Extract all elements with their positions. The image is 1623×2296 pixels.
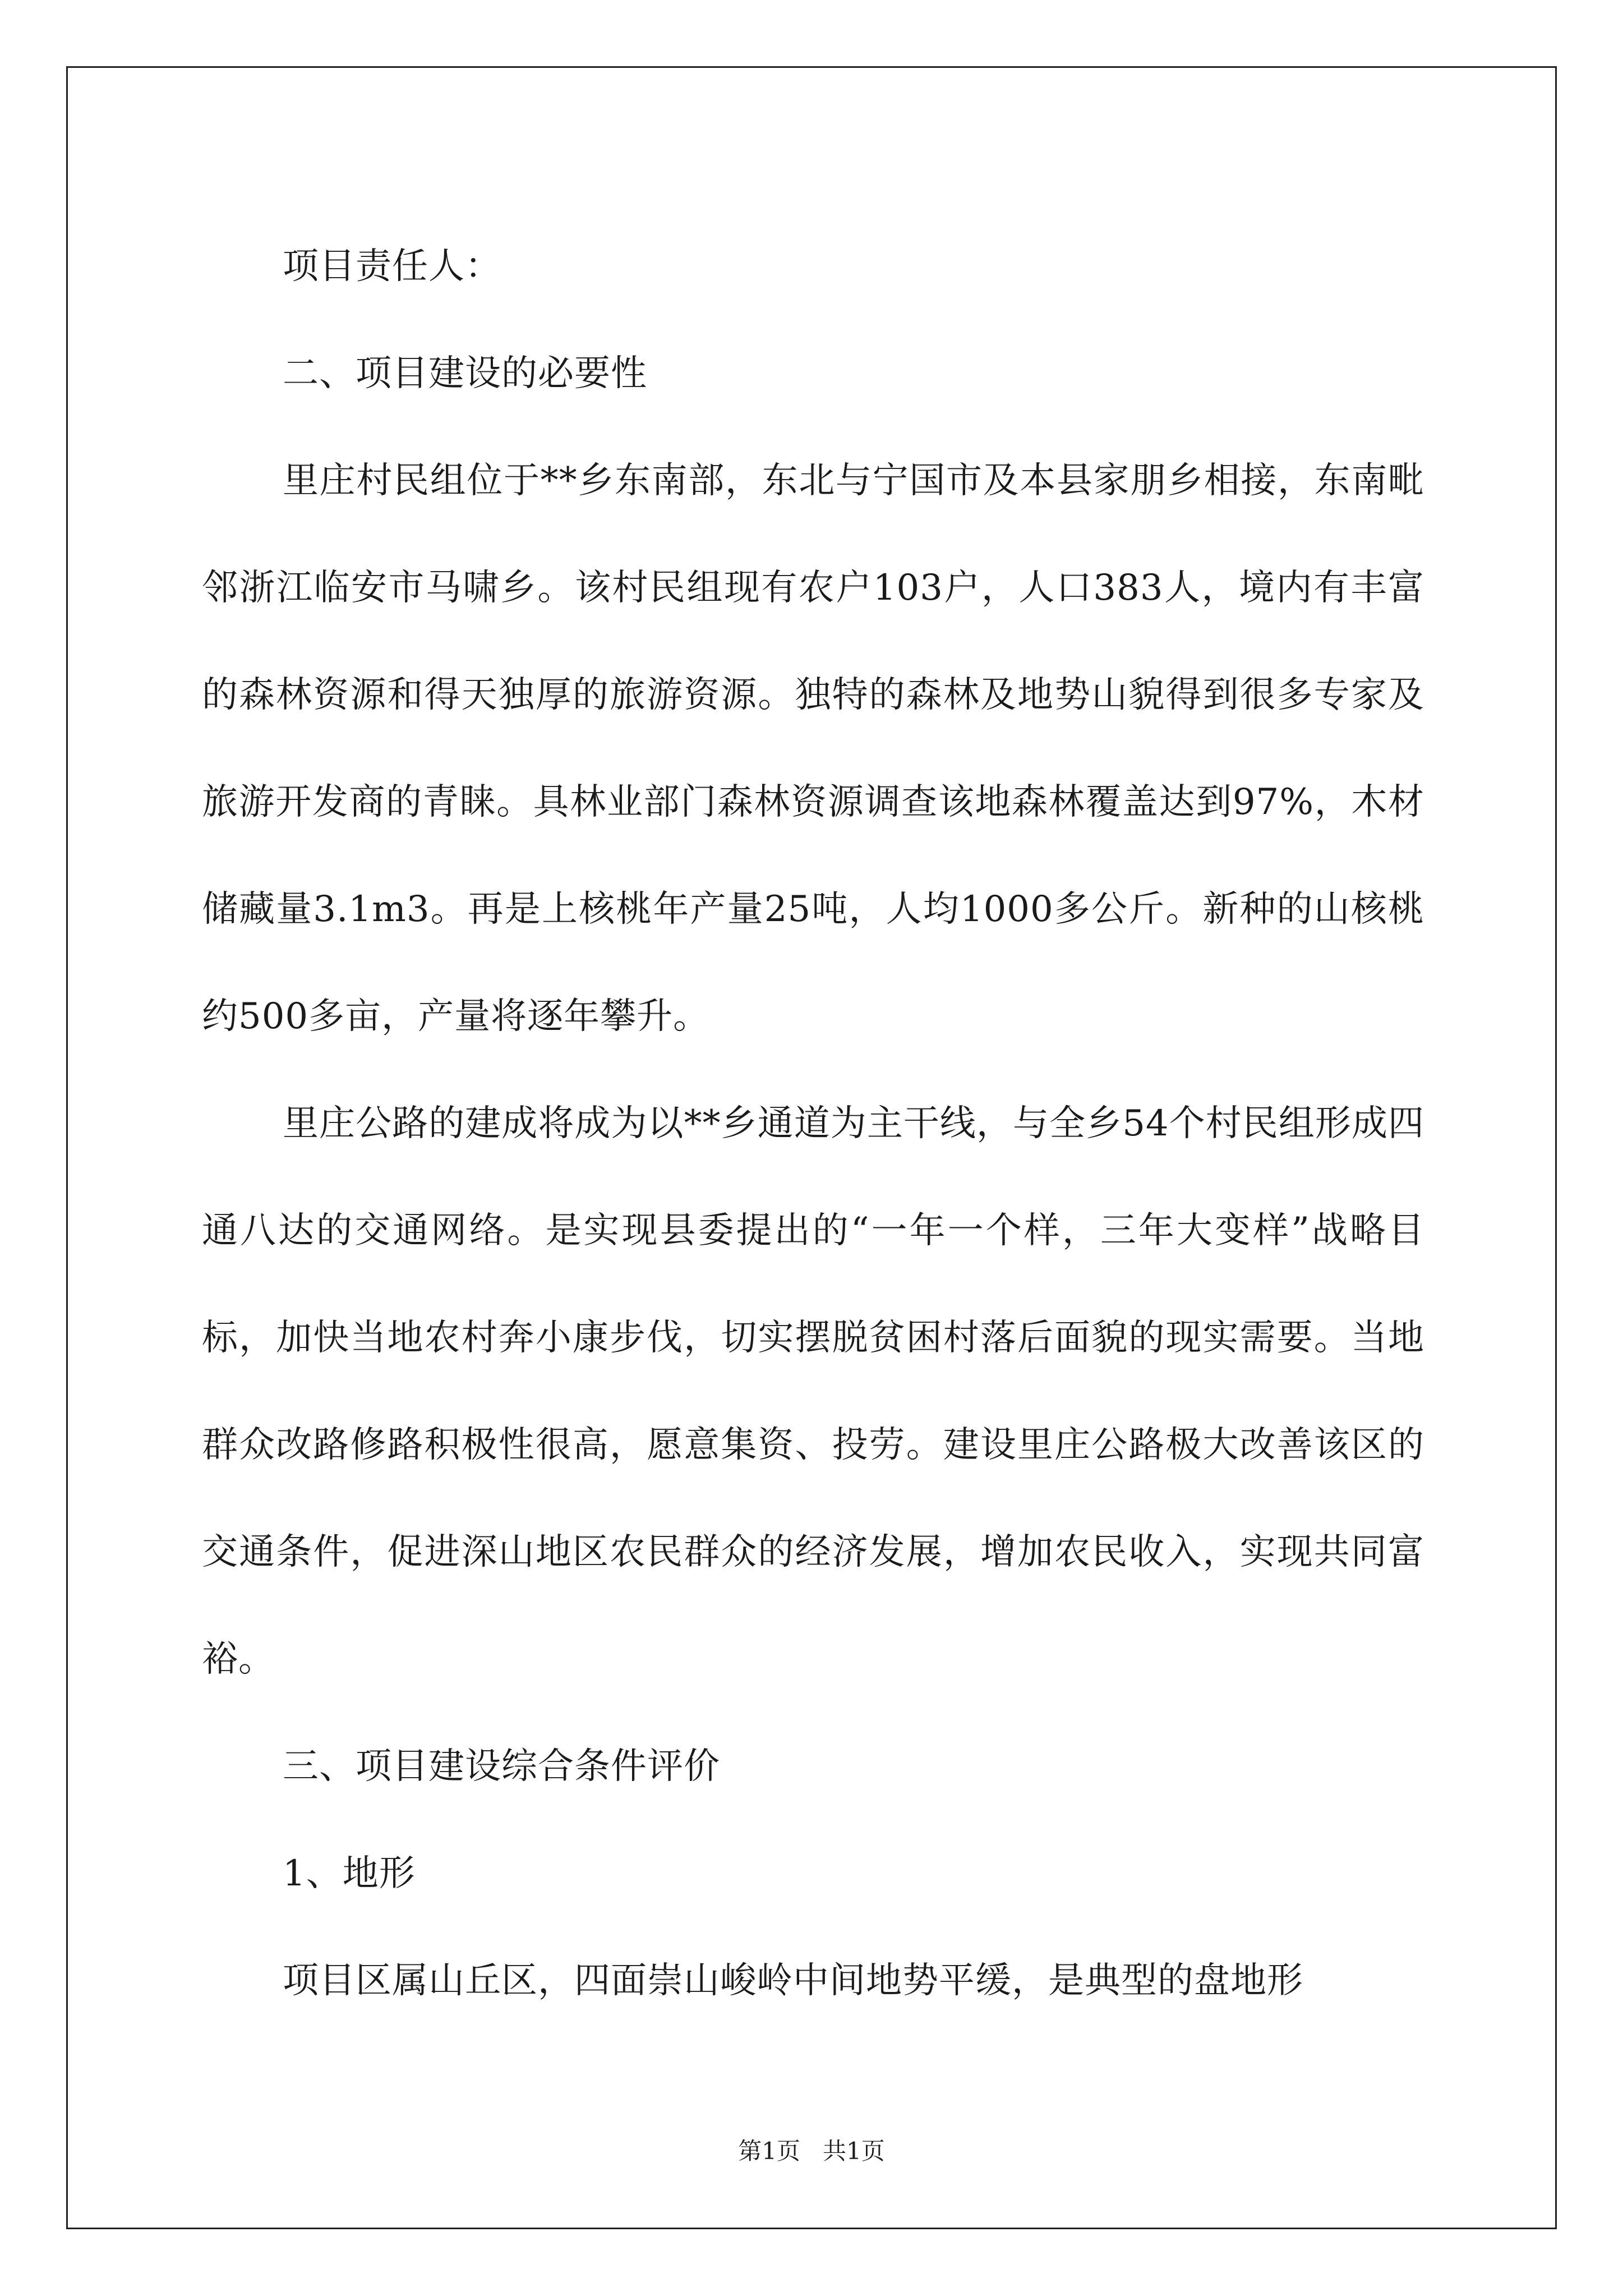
heading-necessity: 二、项目建设的必要性: [283, 353, 647, 394]
paragraph-road-network: 里庄公路的建成将成为以**乡通道为主干线，与全乡54个村民组形成四通八达的交通网络。是实现县委提出的“一年一个样，三年大变样”战略目标，加快当地农村奔小康步伐，切实摆脱贫困村落后面貌的现实需要。当地群众改路修路积极性很高，愿意集资、投劳。建设里庄公路极大改善该区的交通条件，促进深山地区农民群众的经济发展，增加农民收入，实现共同富裕。: [202, 1103, 1424, 1680]
page-footer: [0, 2134, 1623, 2168]
paragraph-village-overview: 里庄村民组位于**乡东南部，东北与宁国市及本县家朋乡相接，东南毗邻浙江临安市马啸乡。该村民组现有农户103户，人口383人，境内有丰富的森林资源和得天独厚的旅游资源。独特的森林及地势山貌得到很多专家及旅游开发商的青睐。具林业部门森林资源调查该地森林覆盖达到97%，木材储藏量3.1m3。再是上核桃年产量25吨，人均1000多公斤。新种的山核桃约500多亩，产量将逐年攀升。: [202, 460, 1424, 1037]
page-number: 第1页: [738, 2137, 800, 2165]
document-body: [202, 213, 1424, 2035]
heading-terrain: 1、地形: [283, 1853, 416, 1894]
paragraph-project-leader: 项目责任人：: [283, 246, 501, 287]
heading-evaluation: 三、项目建设综合条件评价: [283, 1746, 720, 1787]
paragraph-terrain: 项目区属山丘区，四面崇山峻岭中间地势平缓，是典型的盘地形: [283, 1960, 1303, 2001]
page-total: 共1页: [823, 2137, 885, 2165]
